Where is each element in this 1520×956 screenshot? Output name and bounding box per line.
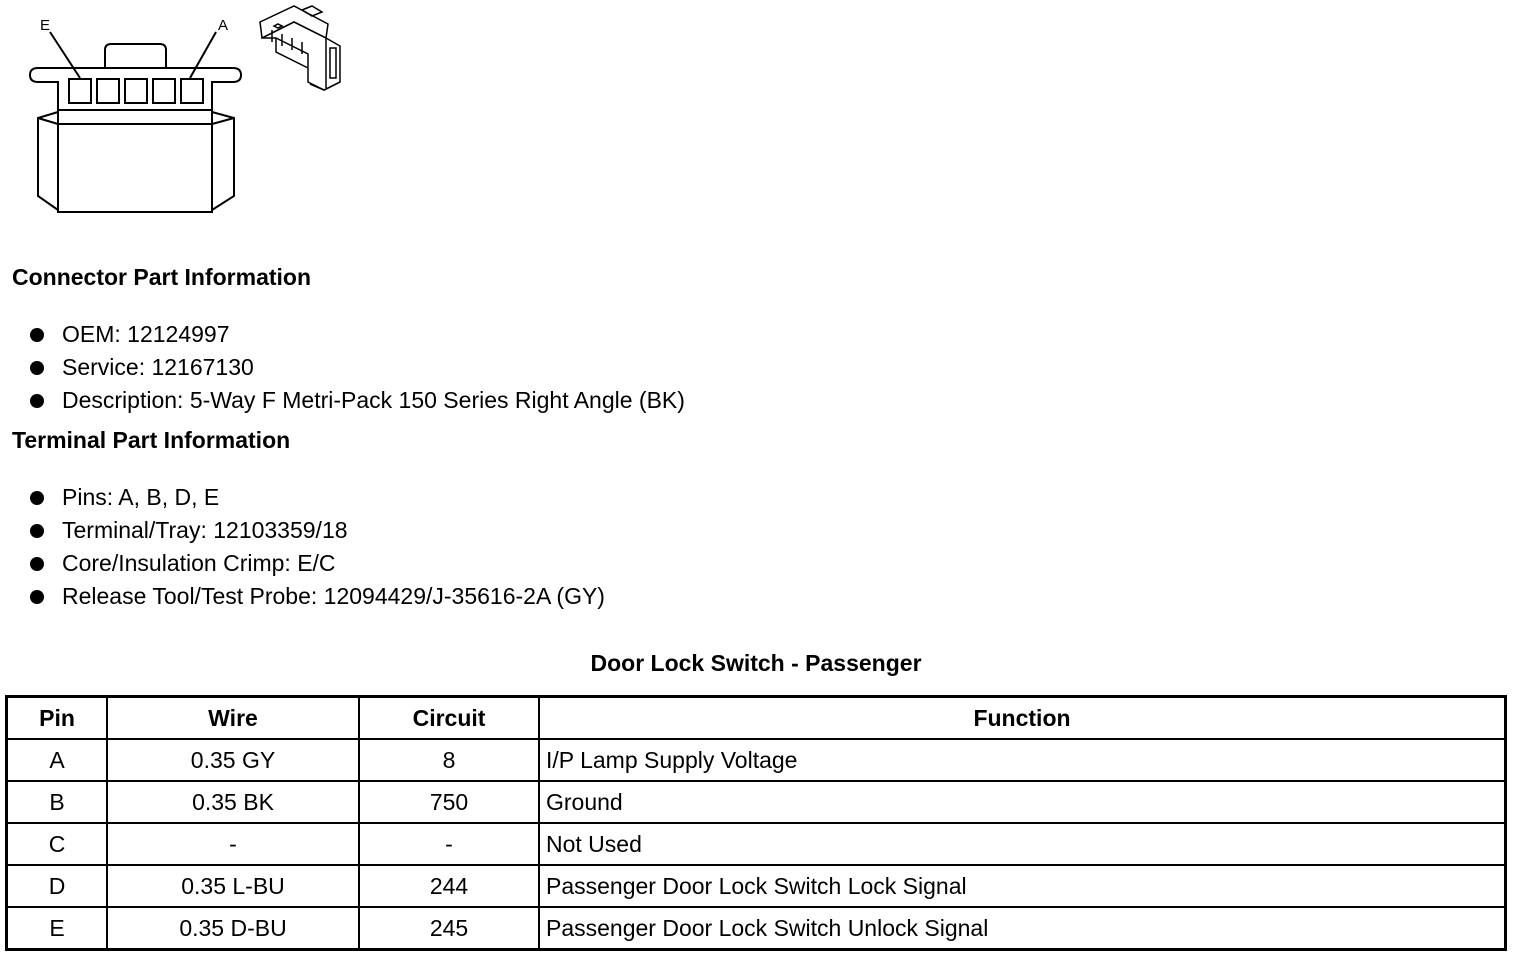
cell-function: Passenger Door Lock Switch Unlock Signal xyxy=(539,907,1506,950)
list-item: Pins: A, B, D, E xyxy=(28,481,605,514)
cell-pin: D xyxy=(7,865,108,907)
cell-pin: E xyxy=(7,907,108,950)
table-row xyxy=(7,865,1506,907)
cell-function: Not Used xyxy=(539,823,1506,865)
cell-wire: 0.35 D-BU xyxy=(107,907,359,950)
list-item: Description: 5-Way F Metri-Pack 150 Series Right Angle (BK) xyxy=(28,384,685,417)
cell-wire: - xyxy=(107,823,359,865)
list-item: OEM: 12124997 xyxy=(28,318,685,351)
bullet-icon xyxy=(30,491,44,505)
header-circuit: Circuit xyxy=(359,697,539,740)
cell-pin: A xyxy=(7,739,108,781)
connector-isometric-drawing xyxy=(254,2,358,92)
header-wire: Wire xyxy=(107,697,359,740)
table-row xyxy=(7,823,1506,865)
pin-e-label: E xyxy=(40,17,51,34)
table-header-row xyxy=(7,697,1506,740)
header-function: Function xyxy=(539,697,1506,740)
table-title: Door Lock Switch - Passenger xyxy=(590,650,922,676)
connector-part-info-heading: Connector Part Information xyxy=(12,264,312,290)
list-item: Service: 12167130 xyxy=(28,351,685,384)
cell-circuit: 8 xyxy=(359,739,539,781)
cell-wire: 0.35 BK xyxy=(107,781,359,823)
header-pin: Pin xyxy=(7,697,108,740)
pin-a-label: A xyxy=(218,17,229,34)
bullet-icon xyxy=(30,361,44,375)
bullet-icon xyxy=(30,524,44,538)
table-row xyxy=(7,907,1506,950)
cell-circuit: 244 xyxy=(359,865,539,907)
connector-face-drawing xyxy=(0,0,250,220)
list-item: Release Tool/Test Probe: 12094429/J-35616-2A (GY) xyxy=(28,580,605,613)
terminal-part-info-heading: Terminal Part Information xyxy=(12,427,291,453)
cell-circuit: 750 xyxy=(359,781,539,823)
cell-circuit: - xyxy=(359,823,539,865)
bullet-icon xyxy=(30,394,44,408)
list-item: Terminal/Tray: 12103359/18 xyxy=(28,514,605,547)
cell-pin: C xyxy=(7,823,108,865)
cell-wire: 0.35 GY xyxy=(107,739,359,781)
bullet-icon xyxy=(30,328,44,342)
bullet-icon xyxy=(30,557,44,571)
terminal-part-info-list xyxy=(28,481,605,613)
cell-wire: 0.35 L-BU xyxy=(107,865,359,907)
pin-table xyxy=(5,695,1507,951)
table-row xyxy=(7,739,1506,781)
bullet-icon xyxy=(30,590,44,604)
cell-function: Ground xyxy=(539,781,1506,823)
list-item: Core/Insulation Crimp: E/C xyxy=(28,547,605,580)
connector-part-info-list xyxy=(28,318,685,417)
cell-function: I/P Lamp Supply Voltage xyxy=(539,739,1506,781)
table-row xyxy=(7,781,1506,823)
cell-circuit: 245 xyxy=(359,907,539,950)
cell-pin: B xyxy=(7,781,108,823)
cell-function: Passenger Door Lock Switch Lock Signal xyxy=(539,865,1506,907)
